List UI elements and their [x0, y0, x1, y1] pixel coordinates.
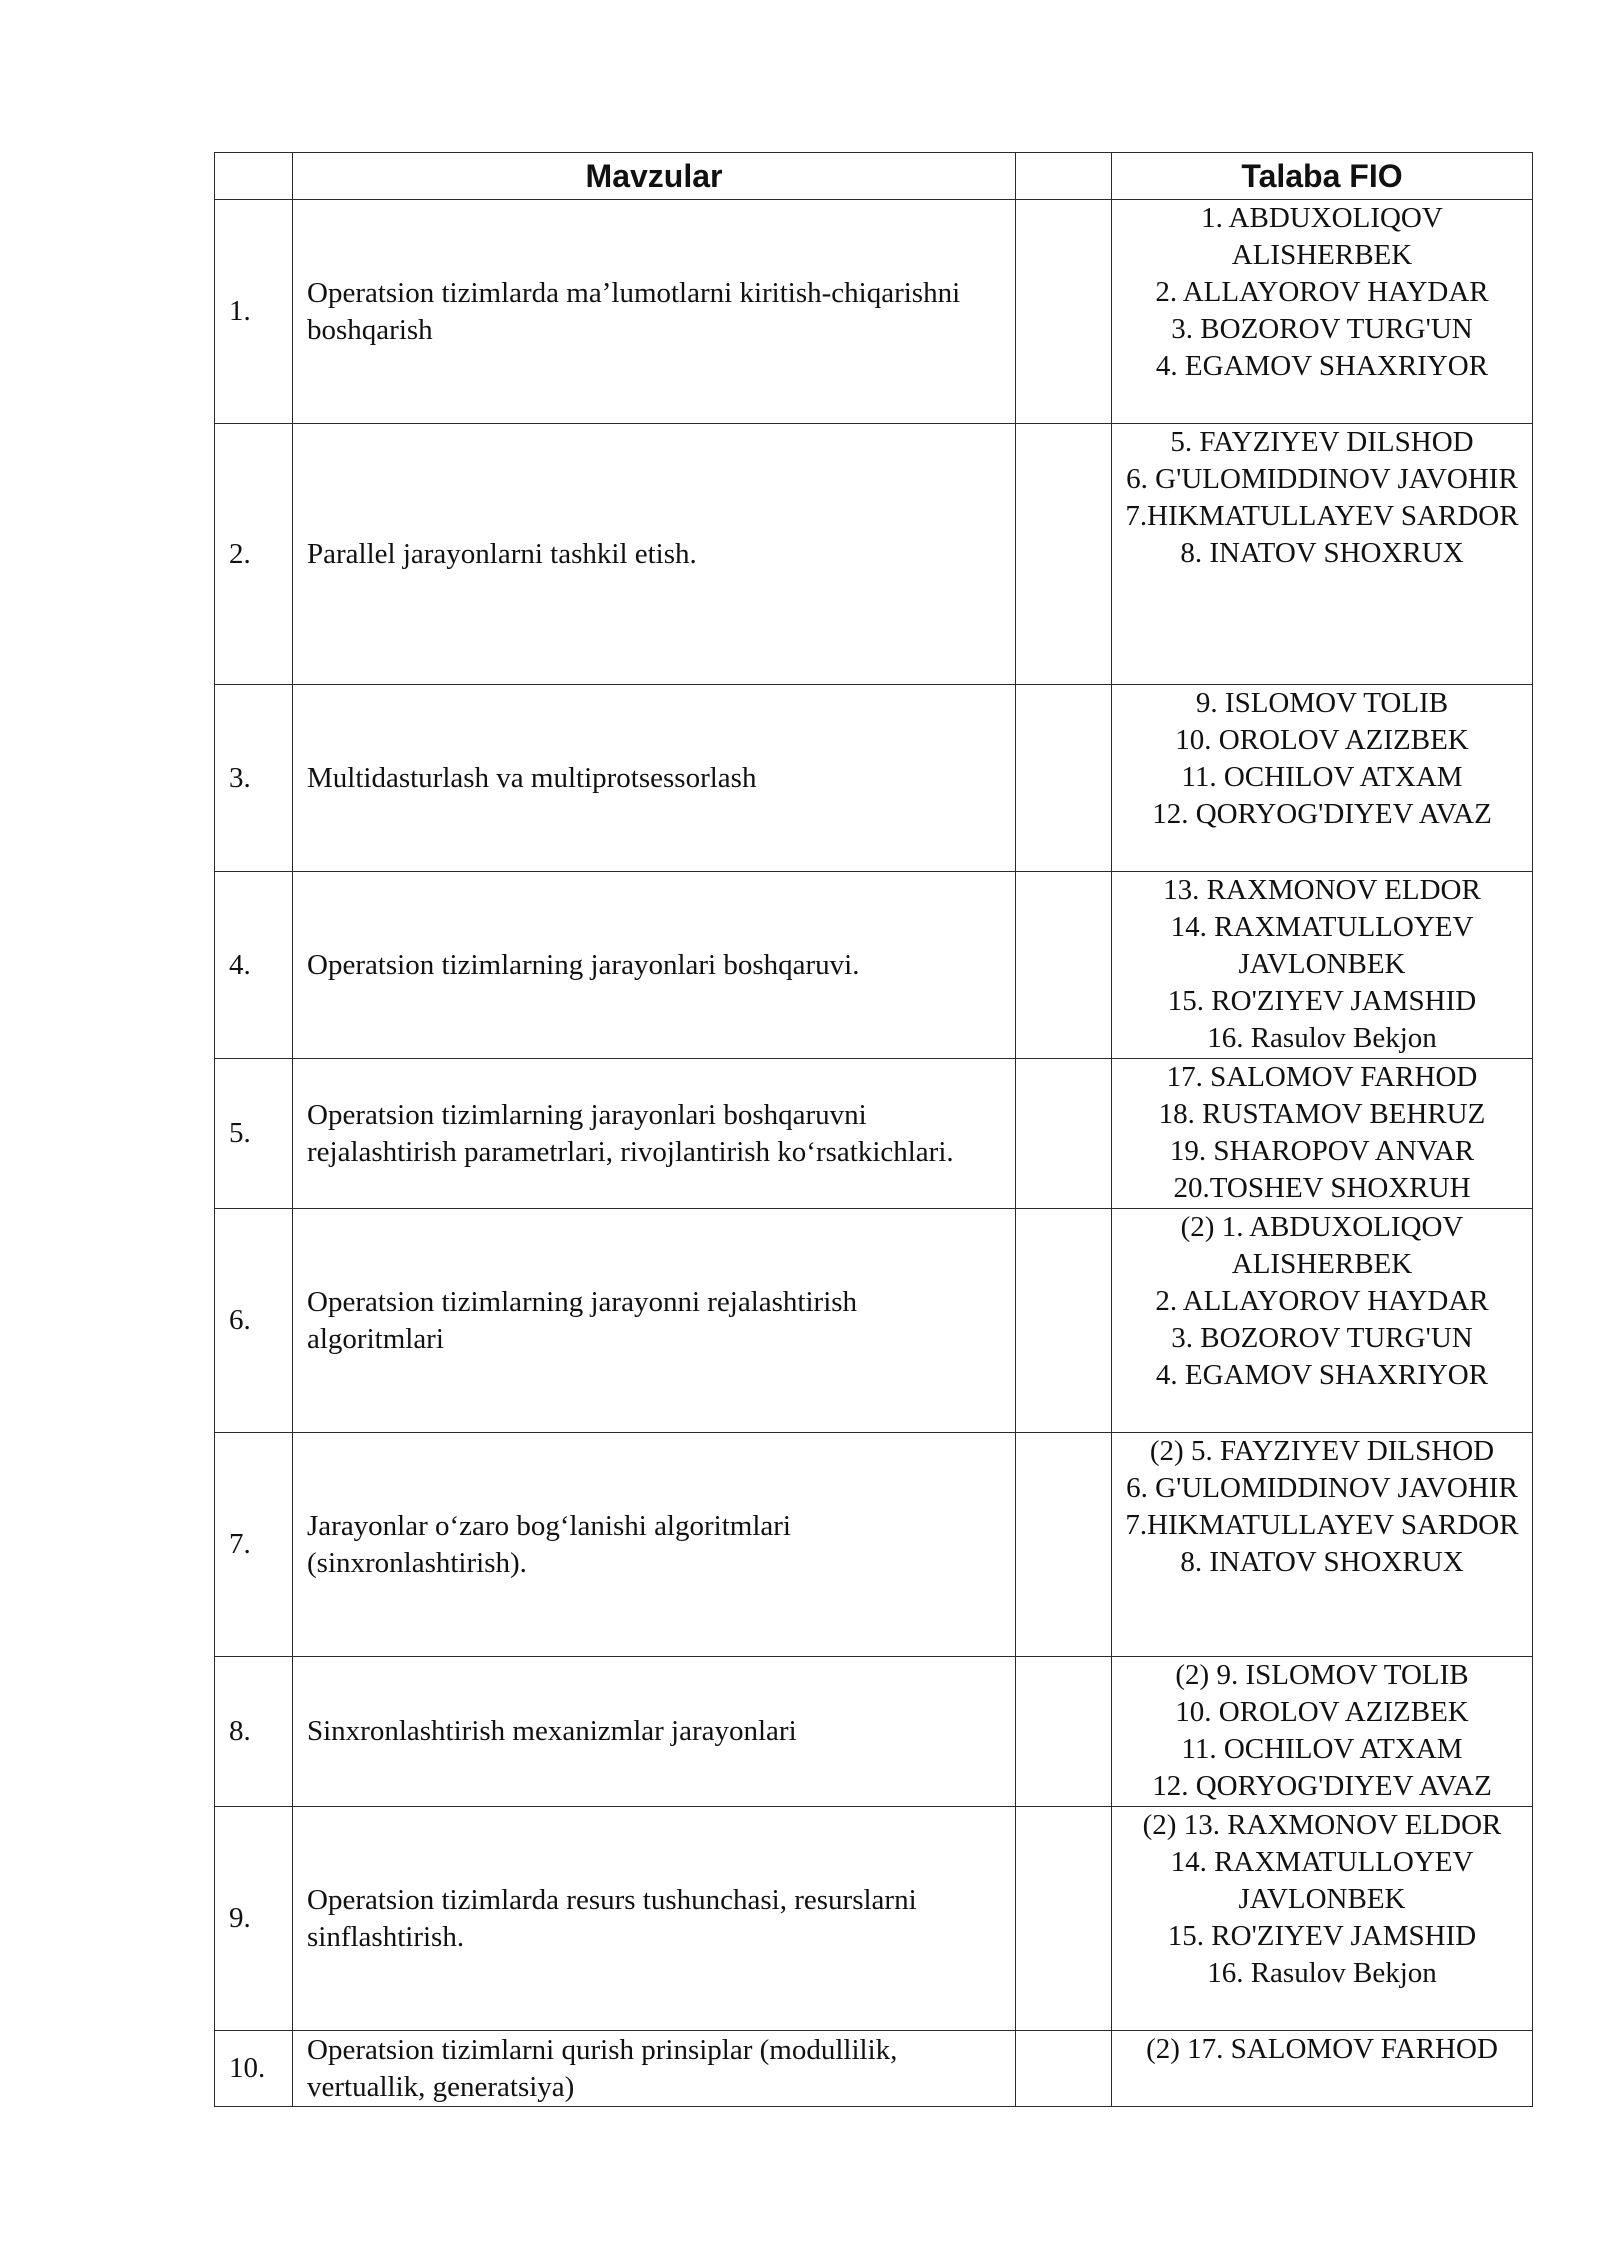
row-topic: Parallel jarayonlarni tashkil etish.: [293, 424, 1016, 685]
row-blank-cell: [1016, 872, 1112, 1059]
row-topic: Operatsion tizimlarda resurs tushunchasi, resurslarni sinflashtirish.: [293, 1807, 1016, 2031]
row-topic: Multidasturlash va multiprotsessorlash: [293, 685, 1016, 872]
row-blank-cell: [1016, 1657, 1112, 1807]
row-number: 10.: [215, 2031, 293, 2107]
student-name: 4. EGAMOV SHAXRIYOR: [1155, 1359, 1489, 1391]
student-name: 19. SHAROPOV ANVAR: [1169, 1135, 1475, 1167]
student-name: (2) 1. ABDUXOLIQOV ALISHERBEK: [1180, 1211, 1470, 1280]
student-name: (2) 5. FAYZIYEV DILSHOD: [1149, 1435, 1495, 1467]
row-blank-cell: [1016, 1433, 1112, 1657]
row-students: [1112, 1433, 1533, 1657]
student-name: 6. G'ULOMIDDINOV JAVOHIR: [1126, 1472, 1518, 1504]
student-name: 17. SALOMOV FARHOD: [1166, 1061, 1478, 1093]
header-number: [215, 153, 293, 200]
student-name: 11. OCHILOV ATXAM: [1181, 761, 1463, 793]
row-number: 3.: [215, 685, 293, 872]
student-name: 16. Rasulov Bekjon: [1207, 1022, 1437, 1054]
student-name: 10. OROLOV AZIZBEK: [1175, 1696, 1469, 1728]
row-topic: Jarayonlar o‘zaro bog‘lanishi algoritmlari (sinxronlashtirish).: [293, 1433, 1016, 1657]
table-row: [215, 1433, 1533, 1657]
student-name: 6. G'ULOMIDDINOV JAVOHIR: [1126, 463, 1518, 495]
row-students: [1112, 1209, 1533, 1433]
table-row: [215, 200, 1533, 424]
student-name: 11. OCHILOV ATXAM: [1181, 1733, 1463, 1765]
row-number: 2.: [215, 424, 293, 685]
student-name: 20.TOSHEV SHOXRUH: [1173, 1172, 1471, 1204]
student-name: 5. FAYZIYEV DILSHOD: [1170, 426, 1474, 458]
student-name: 18. RUSTAMOV BEHRUZ: [1158, 1098, 1486, 1130]
table-row: [215, 872, 1533, 1059]
student-name: 4. EGAMOV SHAXRIYOR: [1155, 350, 1489, 382]
row-students: [1112, 872, 1533, 1059]
topics-table: [214, 152, 1533, 2107]
row-students: [1112, 1059, 1533, 1209]
row-topic: Operatsion tizimlarni qurish prinsiplar (modullilik, vertuallik, generatsiya): [293, 2031, 1016, 2107]
row-blank-cell: [1016, 424, 1112, 685]
row-blank-cell: [1016, 1059, 1112, 1209]
student-name: 3. BOZOROV TURG'UN: [1171, 1322, 1473, 1354]
row-blank-cell: [1016, 1807, 1112, 2031]
student-name: 2. ALLAYOROV HAYDAR: [1155, 276, 1489, 308]
row-number: 8.: [215, 1657, 293, 1807]
table-row: [215, 1209, 1533, 1433]
row-topic: Operatsion tizimlarning jarayonlari boshqaruvi.: [293, 872, 1016, 1059]
student-name: 8. INATOV SHOXRUX: [1180, 1546, 1464, 1578]
row-topic: Sinxronlashtirish mexanizmlar jarayonlari: [293, 1657, 1016, 1807]
row-students: [1112, 1807, 1533, 2031]
row-students: [1112, 200, 1533, 424]
row-number: 9.: [215, 1807, 293, 2031]
row-topic: Operatsion tizimlarning jarayonni rejalashtirish algoritmlari: [293, 1209, 1016, 1433]
student-name: 2. ALLAYOROV HAYDAR: [1155, 1285, 1489, 1317]
table-row: [215, 1657, 1533, 1807]
student-name: 8. INATOV SHOXRUX: [1180, 537, 1464, 569]
row-number: 4.: [215, 872, 293, 1059]
student-name: (2) 13. RAXMONOV ELDOR: [1142, 1809, 1502, 1841]
header-row: [215, 153, 1533, 200]
row-blank-cell: [1016, 200, 1112, 424]
student-name: (2) 17. SALOMOV FARHOD: [1146, 2033, 1498, 2065]
header-topics: Mavzular: [293, 153, 1016, 200]
student-name: (2) 9. ISLOMOV TOLIB: [1175, 1659, 1469, 1691]
table-row: [215, 424, 1533, 685]
row-students: [1112, 2031, 1533, 2107]
student-name: 15. RO'ZIYEV JAMSHID: [1167, 985, 1477, 1017]
row-blank-cell: [1016, 685, 1112, 872]
table-row: [215, 1059, 1533, 1209]
row-number: 7.: [215, 1433, 293, 1657]
row-students: [1112, 1657, 1533, 1807]
student-name: 13. RAXMONOV ELDOR: [1163, 874, 1481, 906]
student-name: 14. RAXMATULLOYEV JAVLONBEK: [1170, 1846, 1481, 1915]
student-name: 12. QORYOG'DIYEV AVAZ: [1152, 798, 1492, 830]
row-students: [1112, 685, 1533, 872]
row-blank-cell: [1016, 1209, 1112, 1433]
student-name: 15. RO'ZIYEV JAMSHID: [1167, 1920, 1477, 1952]
student-name: 3. BOZOROV TURG'UN: [1171, 313, 1473, 345]
header-students: Talaba FIO: [1112, 153, 1533, 200]
student-name: 12. QORYOG'DIYEV AVAZ: [1152, 1770, 1492, 1802]
student-name: 7.HIKMATULLAYEV SARDOR: [1125, 1509, 1519, 1541]
row-number: 6.: [215, 1209, 293, 1433]
table-row: [215, 2031, 1533, 2107]
row-blank-cell: [1016, 2031, 1112, 2107]
student-name: 9. ISLOMOV TOLIB: [1195, 687, 1449, 719]
row-number: 5.: [215, 1059, 293, 1209]
student-name: 14. RAXMATULLOYEV JAVLONBEK: [1170, 911, 1481, 980]
row-students: [1112, 424, 1533, 685]
student-name: 16. Rasulov Bekjon: [1207, 1957, 1437, 1989]
header-blank: [1016, 153, 1112, 200]
row-topic: Operatsion tizimlarning jarayonlari boshqaruvni rejalashtirish parametrlari, rivojlantirish ko‘rsatkichlari.: [293, 1059, 1016, 1209]
table-row: [215, 1807, 1533, 2031]
student-name: 10. OROLOV AZIZBEK: [1175, 724, 1469, 756]
student-name: 7.HIKMATULLAYEV SARDOR: [1125, 500, 1519, 532]
row-topic: Operatsion tizimlarda ma’lumotlarni kiritish-chiqarishni boshqarish: [293, 200, 1016, 424]
table-row: [215, 685, 1533, 872]
row-number: 1.: [215, 200, 293, 424]
student-name: 1. ABDUXOLIQOV ALISHERBEK: [1201, 202, 1449, 271]
